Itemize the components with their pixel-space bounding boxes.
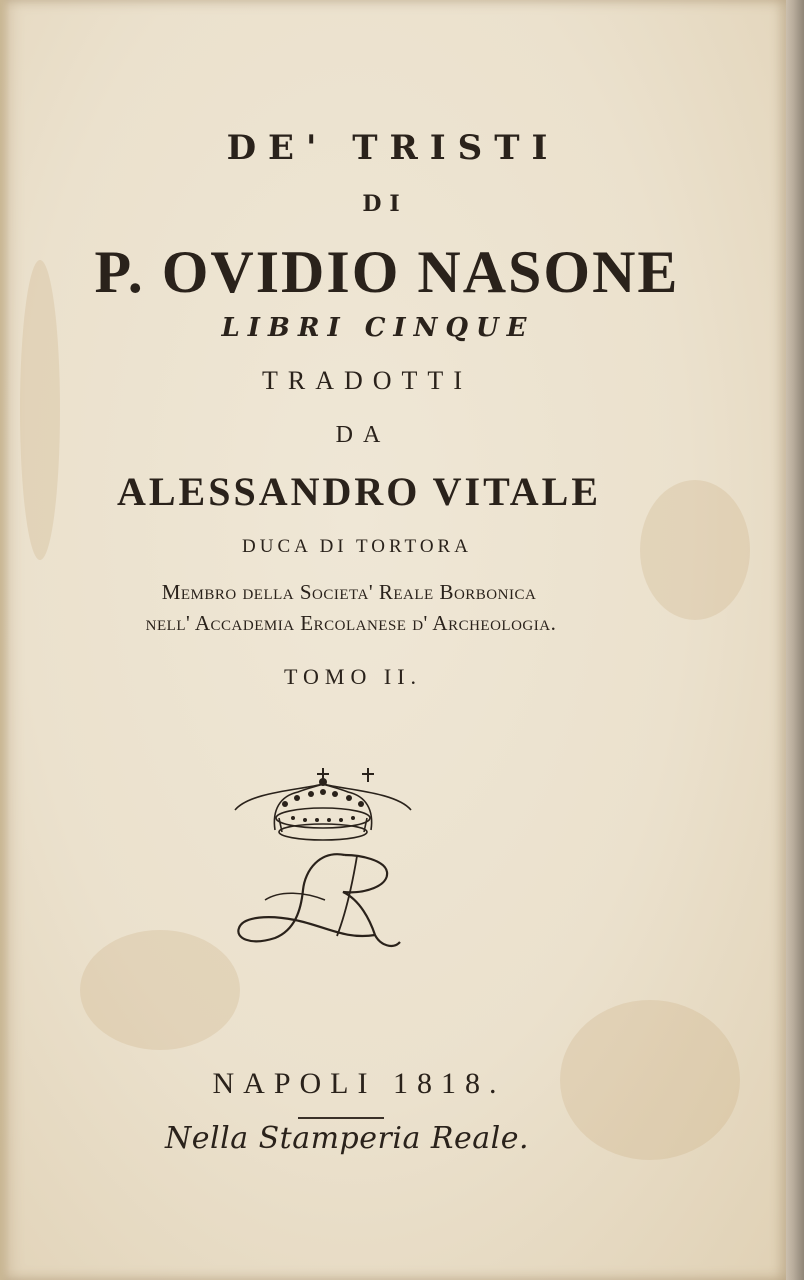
author-name: P. OVIDIO NASONE (94, 239, 680, 305)
membership-line-2: nell' Accademia Ercolanese d' Archeologia. (145, 611, 557, 635)
imprint-printer: Nella Stamperia Reale. (165, 1121, 529, 1156)
title-connector-di: DI (362, 191, 408, 217)
title-line: DE' TRISTI (226, 128, 560, 168)
volume-label: TOMO II. (283, 664, 423, 689)
crown-monogram-icon (225, 760, 415, 970)
page-edge (786, 0, 804, 1280)
imprint-divider (298, 1117, 384, 1119)
membership-line-1: Membro della Societa' Reale Borbonica (161, 580, 537, 604)
imprint-place-year: NAPOLI 1818. (212, 1067, 506, 1100)
foxing-stain (80, 930, 240, 1050)
by-label: DA (335, 422, 391, 448)
translator-name: ALESSANDRO VITALE (116, 469, 602, 514)
subtitle: LIBRI CINQUE (221, 313, 535, 343)
translator-title: DUCA DI TORTORA (242, 536, 472, 557)
crown-cross-icon (362, 768, 374, 782)
translated-label: TRADOTTI (262, 366, 472, 395)
